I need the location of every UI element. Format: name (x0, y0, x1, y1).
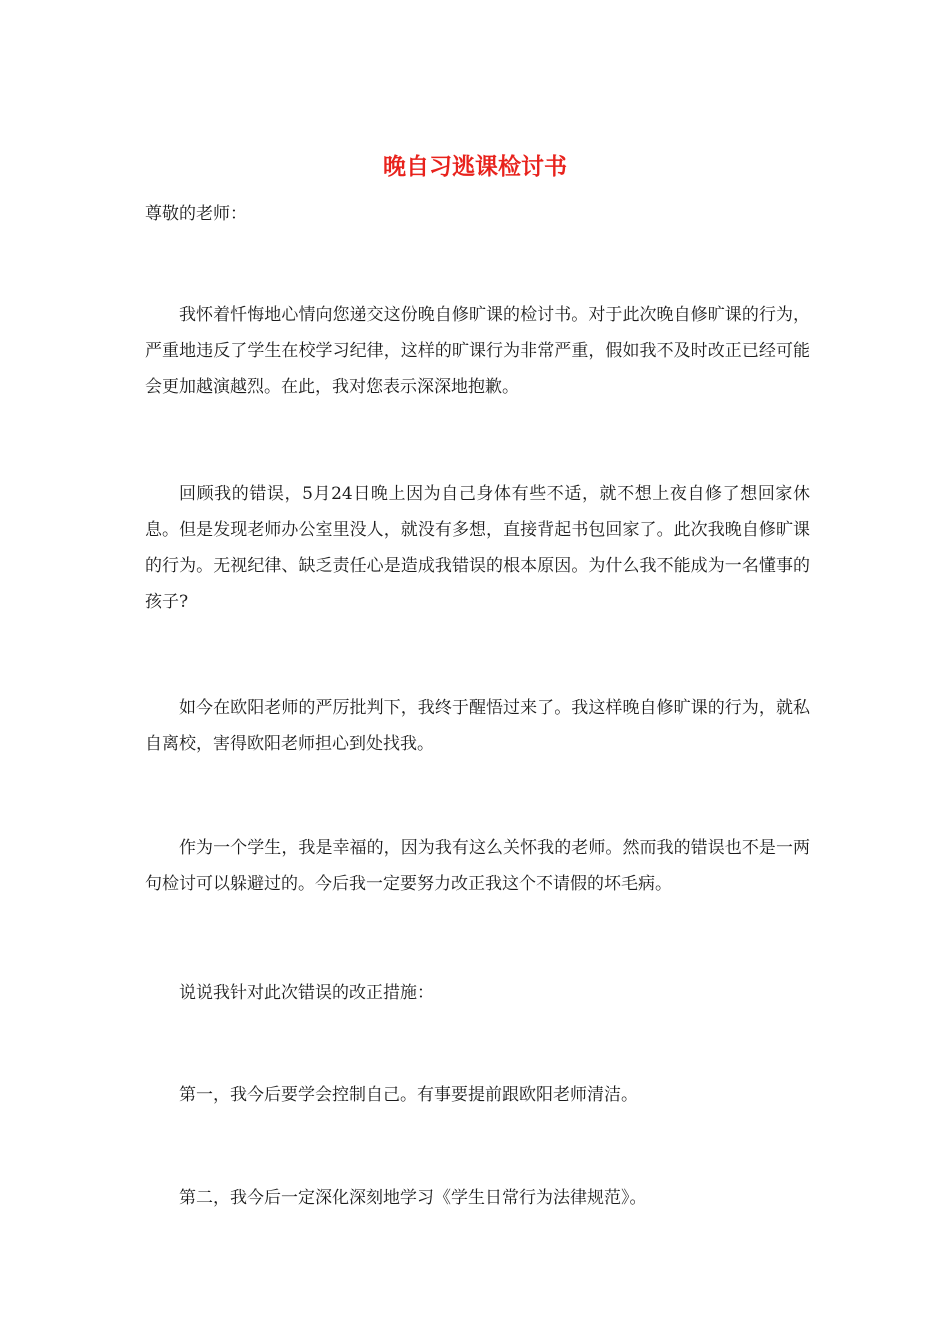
paragraph-measure-two: 第二，我今后一定深化深刻地学习《学生日常行为法律规范》。 (179, 1188, 647, 1208)
paragraph-gratitude: 作为一个学生，我是幸福的，因为我有这么关怀我的老师。然而我的错误也不是一两句检讨可以躲避过的。今后我一定要努力改正我这个不请假的坏毛病。 (145, 838, 810, 894)
paragraph-review: 回顾我的错误，5月24日晚上因为自己身体有些不适，就不想上夜自修了想回家休息。但是发现老师办公室里没人，就没有多想，直接背起书包回家了。此次我晚自修旷课的行为。无视纪律、缺乏责任心是造成我错误的根本原因。为什么我不能成为一名懂事的孩子? (145, 484, 810, 612)
paragraph-apology: 我怀着忏悔地心情向您递交这份晚自修旷课的检讨书。对于此次晚自修旷课的行为，严重地违反了学生在校学习纪律，这样的旷课行为非常严重，假如我不及时改正已经可能会更加越演越烈。在此，我对您表示深深地抱歉。 (145, 305, 810, 397)
paragraph-realization: 如今在欧阳老师的严厉批判下，我终于醒悟过来了。我这样晚自修旷课的行为，就私自离校，害得欧阳老师担心到处找我。 (145, 698, 810, 754)
paragraph-measures-intro: 说说我针对此次错误的改正措施： (179, 983, 434, 1003)
paragraph-measure-one: 第一，我今后要学会控制自己。有事要提前跟欧阳老师清洁。 (179, 1085, 638, 1105)
salutation: 尊敬的老师： (145, 204, 247, 224)
document-title: 晚自习逃课检讨书 (383, 153, 567, 180)
